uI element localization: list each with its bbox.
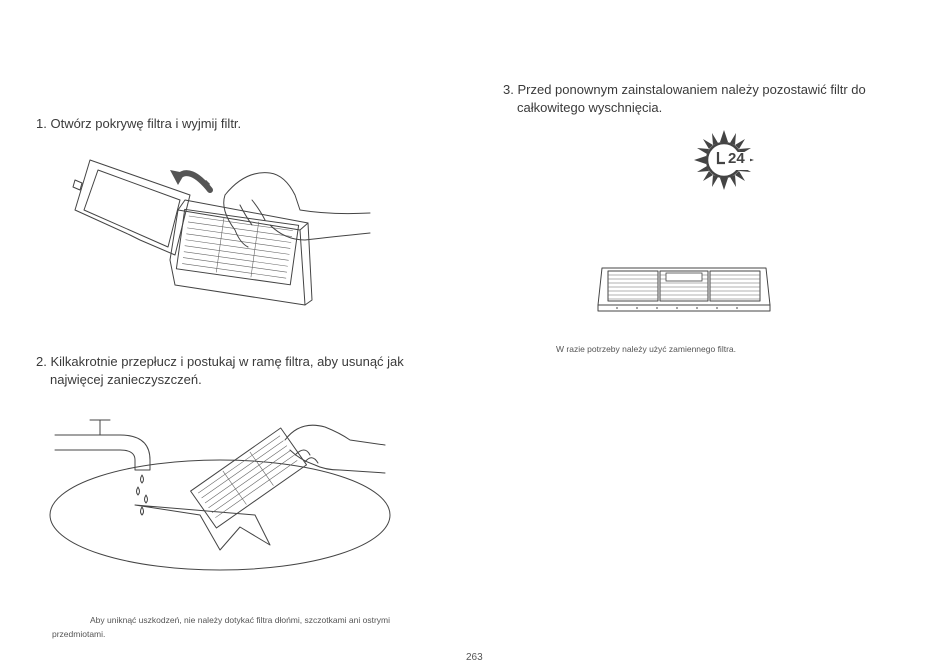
step-2-line-1: Kilkakrotnie przepłucz i postukaj w ramę filtra, aby usunąć jak: [50, 354, 404, 369]
step-3-text: [503, 81, 866, 117]
warning-note-line-1: Aby uniknąć uszkodzeń, nie należy dotykać filtra dłońmi, szczotkami ani ostrymi: [90, 615, 390, 625]
step-1-number: 1.: [36, 116, 47, 131]
step-1-label: Otwórz pokrywę filtra i wyjmij filtr.: [50, 116, 242, 131]
step-3-line-2: całkowitego wyschnięcia.: [517, 100, 663, 115]
step-3-line-1: Przed ponownym zainstalowaniem należy pozostawić filtr do: [517, 82, 866, 97]
remove-filter-illustration: [70, 155, 380, 315]
dry-icon-label: 24: [728, 150, 745, 167]
step-1-text: [36, 115, 241, 133]
rinse-filter-illustration: [50, 415, 400, 590]
sun-clock-24-icon: [694, 130, 754, 190]
warning-note-line-2: przedmiotami.: [52, 629, 106, 639]
warning-note: [52, 613, 390, 641]
replacement-note: W razie potrzeby należy użyć zamiennego filtra.: [556, 344, 736, 354]
step-2-number: 2.: [36, 354, 47, 369]
step-2-line-2: najwięcej zanieczyszczeń.: [50, 372, 202, 387]
replacement-filter-illustration: [596, 265, 772, 315]
step-2-text: [36, 353, 404, 389]
step-3-number: 3.: [503, 82, 514, 97]
page-number: 263: [466, 652, 483, 663]
